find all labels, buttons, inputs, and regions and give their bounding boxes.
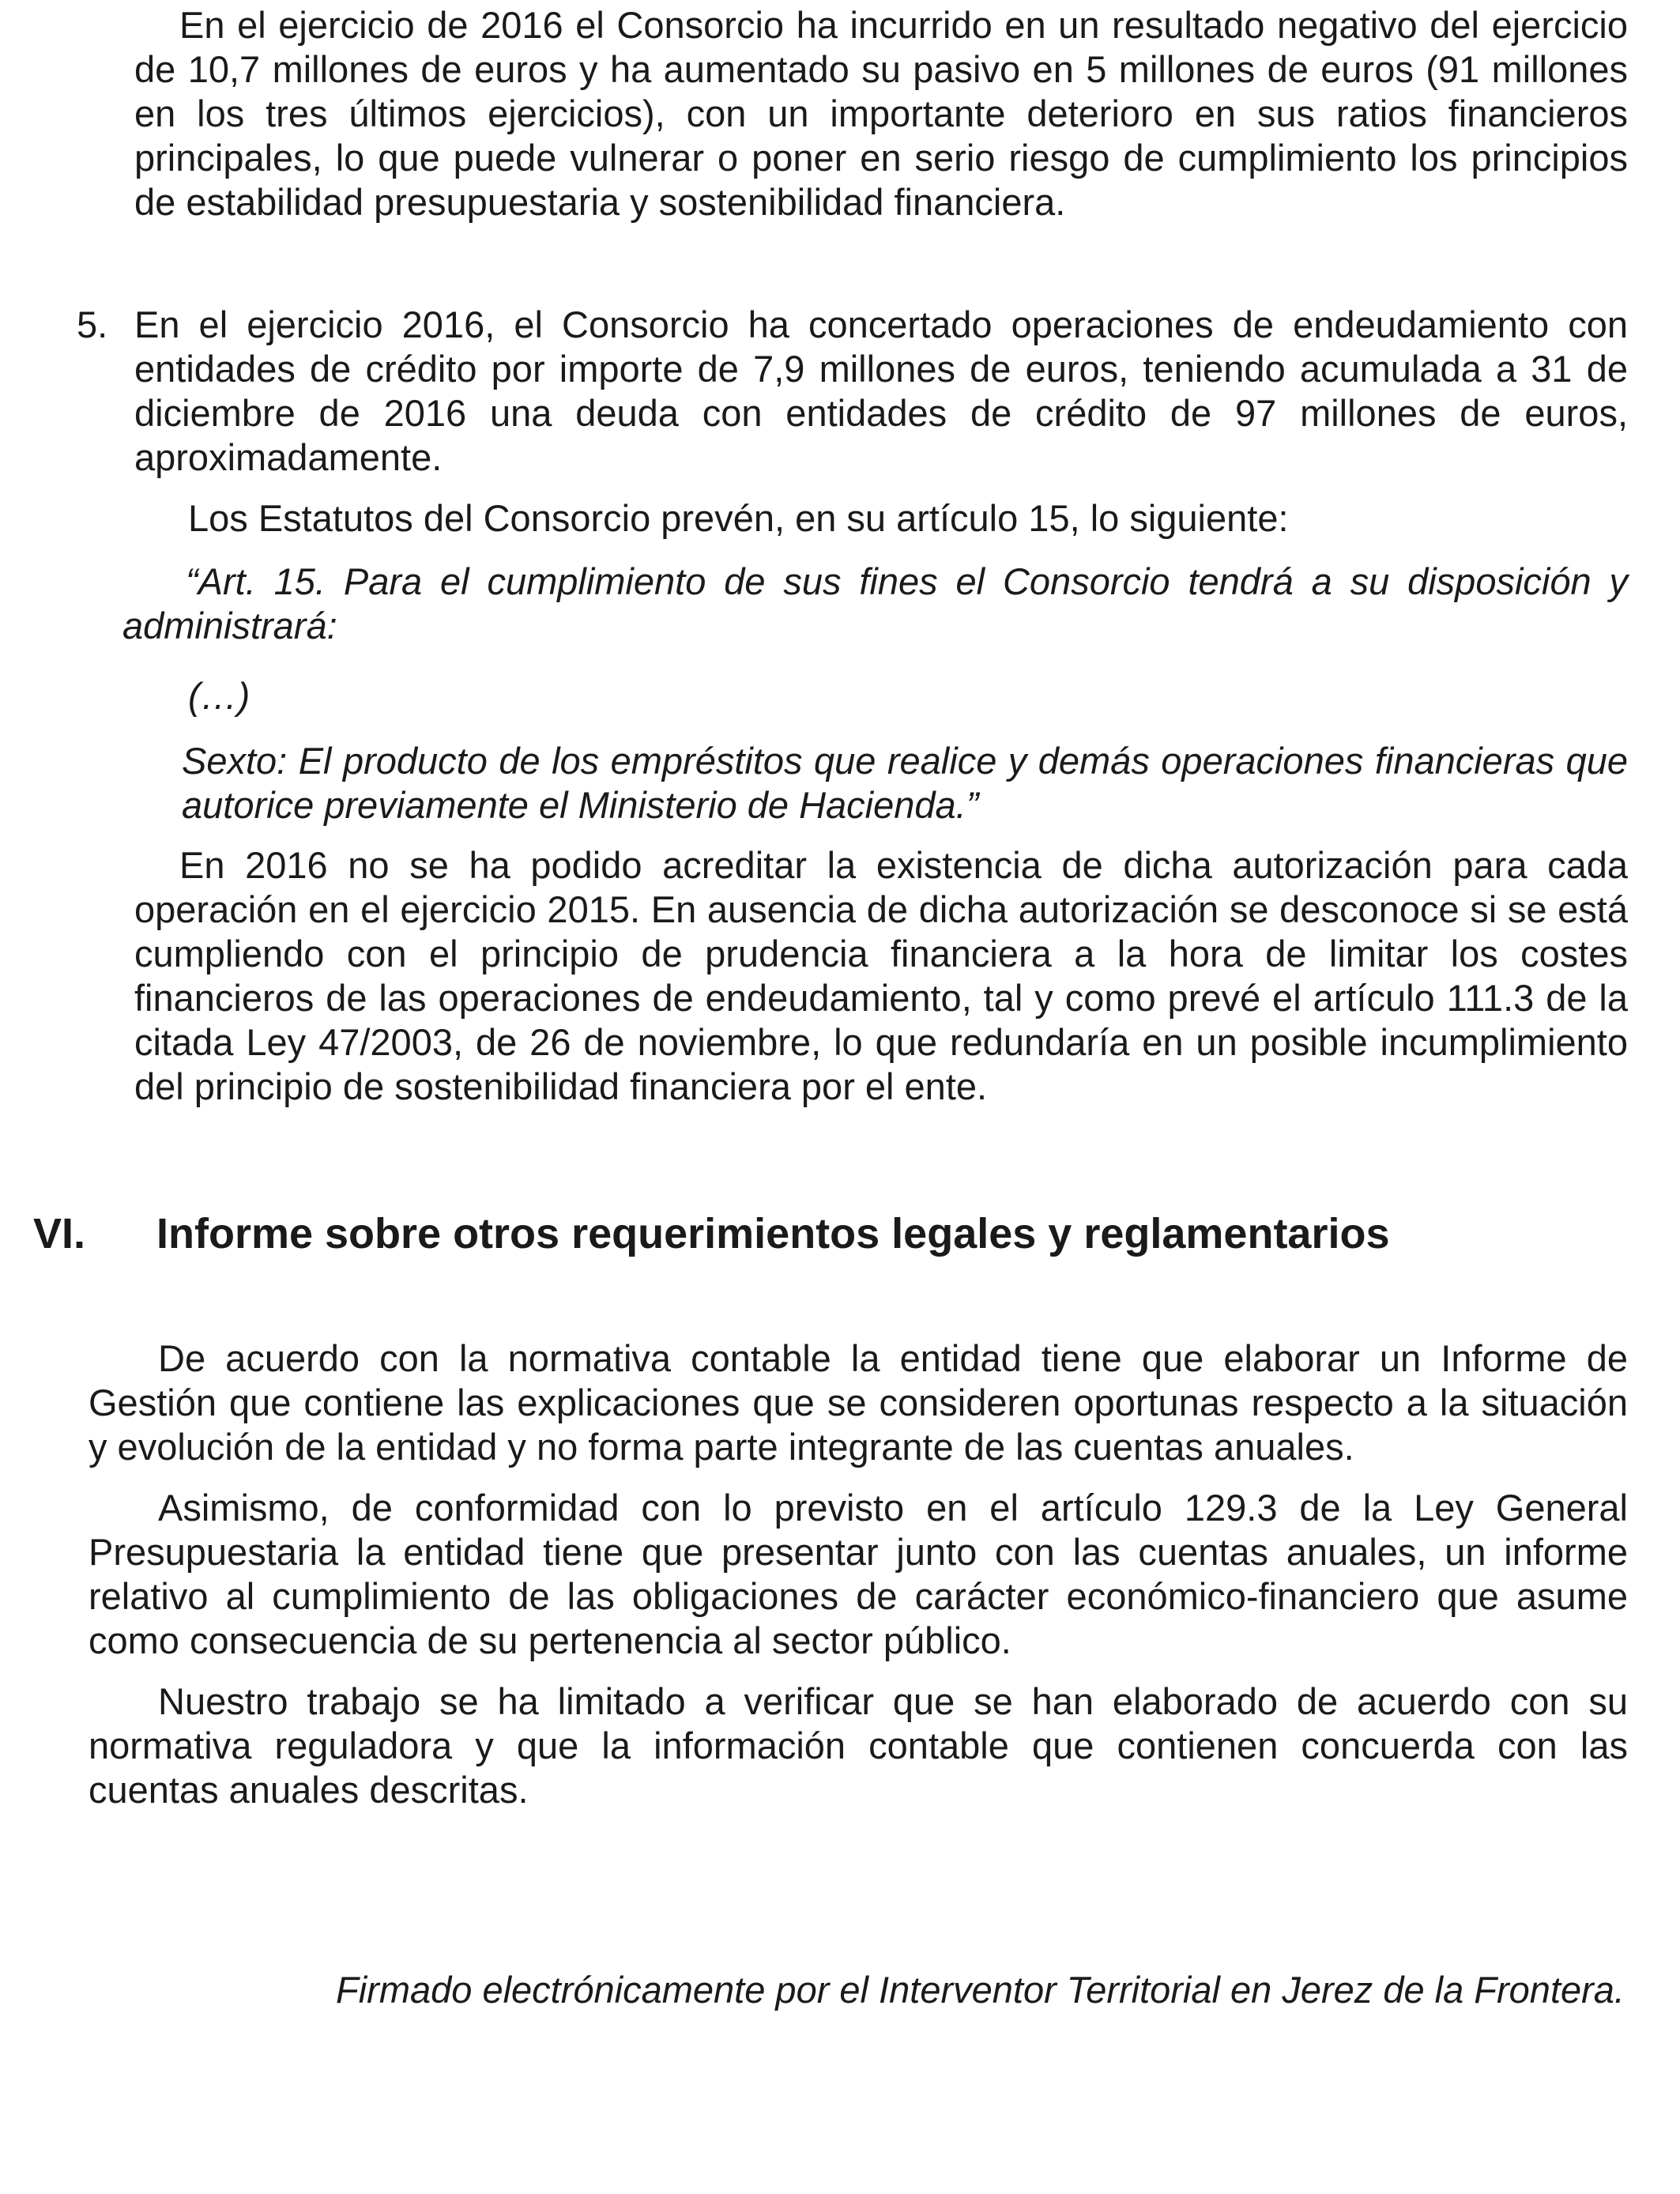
statutes-intro: Los Estatutos del Consorcio prevén, en su artículo 15, lo siguiente:	[188, 497, 1289, 539]
item-5-number: 5.	[77, 303, 108, 345]
electronic-signature-line: Firmado electrónicamente por el Interventor Territorial en Jerez de la Frontera.	[336, 1969, 1625, 2011]
quote-article-15: “Art. 15. Para el cumplimiento de sus fines el Consorcio tendrá a su disposición y administrará:	[122, 560, 1628, 647]
item-5-conclusion: En 2016 no se ha podido acreditar la existencia de dicha autorización para cada operación en el ejercicio 2015. En ausencia de dicha autorización se desconoce si se está cumpliendo con el principio de prudencia financiera a la hora de limitar los costes financieros de las operaciones de endeudamiento, tal y como prevé el artículo 111.3 de la citada Ley 47/2003, de 26 de noviembre, lo que redundaría en un posible incumplimiento del principio de sostenibilidad financiera por el ente.	[134, 844, 1628, 1107]
quote-sexto: Sexto: El producto de los empréstitos que realice y demás operaciones financieras que autorice previamente el Ministerio de Hacienda.”	[182, 740, 1628, 826]
item-5-text: En el ejercicio 2016, el Consorcio ha concertado operaciones de endeudamiento con entidades de crédito por importe de 7,9 millones de euros, teniendo acumulada a 31 de diciembre de 2016 una deuda con entidades de crédito de 97 millones de euros, aproximadamente.	[134, 303, 1628, 478]
section-vi-title: Informe sobre otros requerimientos legales y reglamentarios	[156, 1210, 1390, 1257]
section-vi-paragraph-3: Nuestro trabajo se ha limitado a verificar que se han elaborado de acuerdo con su normativa reguladora y que la información contable que contienen concuerda con las cuentas anuales descritas.	[89, 1680, 1628, 1811]
section-vi-paragraph-2: Asimismo, de conformidad con lo previsto en el artículo 129.3 de la Ley General Presupuestaria la entidad tiene que presentar junto con las cuentas anuales, un informe relativo al cumplimiento de las obligaciones de carácter económico-financiero que asume como consecuencia de su pertenencia al sector público.	[89, 1487, 1628, 1661]
section-vi-paragraph-1: De acuerdo con la normativa contable la entidad tiene que elaborar un Informe de Gestión que contiene las explicaciones que se consideren oportunas respecto a la situación y evolución de la entidad y no forma parte integrante de las cuentas anuales.	[89, 1337, 1628, 1468]
quote-ellipsis: (…)	[188, 675, 250, 717]
paragraph-deficit: En el ejercicio de 2016 el Consorcio ha incurrido en un resultado negativo del ejercicio de 10,7 millones de euros y ha aumentado su pasivo en 5 millones de euros (91 millones en los tres últimos ejercicios), con un importante deterioro en sus ratios financieros principales, lo que puede vulnerar o poner en serio riesgo de cumplimiento los principios de estabilidad presupuestaria y sostenibilidad financiera.	[134, 4, 1628, 223]
section-vi-number: VI.	[33, 1210, 86, 1257]
